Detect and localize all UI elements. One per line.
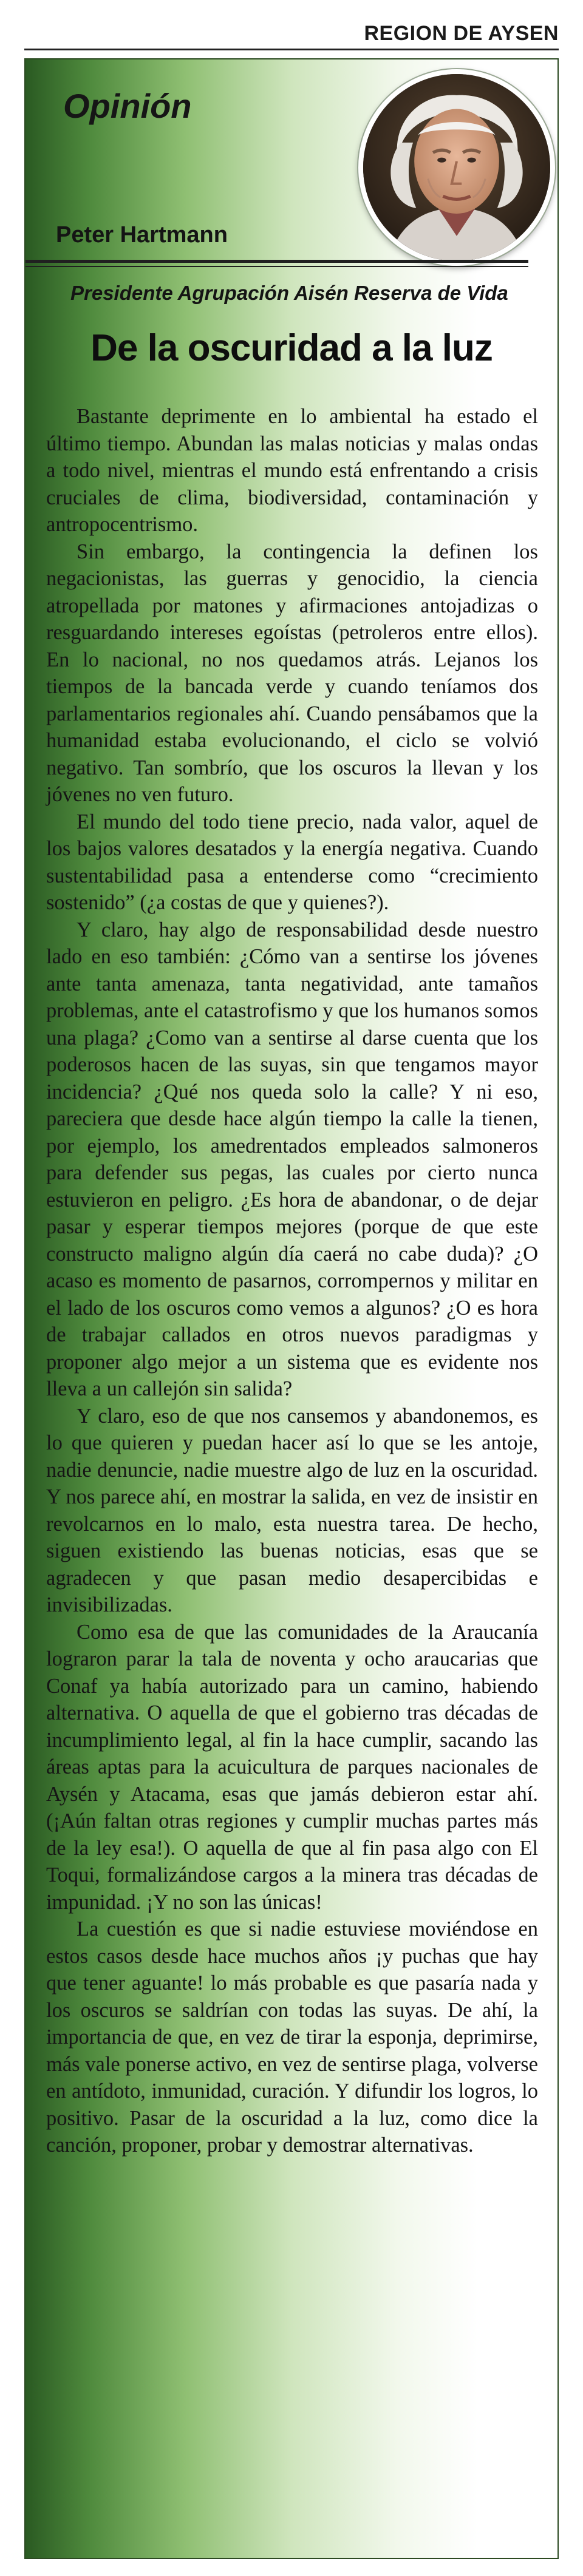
author-name: Peter Hartmann [56, 222, 228, 248]
paragraph: Sin embargo, la contingencia la definen los negacionistas, las guerras y genocidio, la ciencia atropellada por matones y afirmaciones antojadizas o resguardando intereses egoístas (petroleros entre ellos). En lo nacional, no nos quedamos atrás. Lejanos los tiempos de la bancada verde y cuando teníamos dos parlamentarios regionales ahí. Cuando pensábamos que la humanidad estaba evolucionando, el ciclo se volvió negativo. Tan sombrío, que los oscuros la llevan y los jóvenes no ven futuro. [46, 540, 538, 806]
author-photo-icon [363, 74, 550, 261]
paragraph: Y claro, hay algo de responsabilidad desde nuestro lado en eso también: ¿Cómo van a sentirse los jóvenes ante tanta amenaza, tanta negatividad, ante tamaños problemas, ante el catastrofismo y que los humanos somos una plaga? ¿Como van a sentirse al darse cuenta que los poderosos hacen de las suyas, sin que tengamos mayor incidencia? ¿Qué nos queda solo la calle? Y ni eso, pareciera que desde hace algún tiempo la calle la tienen, por ejemplo, los amedrentados empleados salmoneros para defender sus pegas, las cuales por cierto nunca estuvieron en peligro. ¿Es hora de abandonar, o de dejar pasar y esperar tiempos mejores (porque de que este constructo maligno algún día caerá no cabe duda)? ¿O acaso es momento de pasarnos, corrompernos y militar en el lado de los oscuros como vemos a algunos? ¿O es hora de trabajar callados en otros nuevos paradigmas y proponer algo mejor a un sistema que es evidente nos lleva a un callejón sin salida? [46, 918, 538, 1400]
paragraph: Y claro, eso de que nos cansemos y abandonemos, es lo que quieren y puedan hacer así lo que se les antoje, nadie denuncie, nadie muestre algo de luz en la oscuridad. Y nos parece ahí, en mostrar la salida, en vez de insistir en revolcarnos en lo malo, esta nuestra tarea. De hecho, siguen existiendo las buenas noticias, esas que se agradecen y que pasan medio desapercibidas e invisibilizadas. [46, 1404, 538, 1616]
paragraph: Bastante deprimente en lo ambiental ha estado el último tiempo. Abundan las malas noticias y malas ondas a todo nivel, mientras el mundo está enfrentando a crisis cruciales de clima, biodiversidad, contaminación y antropocentrismo. [46, 405, 538, 536]
byline-rule-thin [26, 266, 528, 267]
header-rule [24, 49, 559, 50]
author-affiliation: Presidente Agrupación Aisén Reserva de Vida [70, 282, 508, 304]
section-label: REGION DE AYSEN [364, 22, 559, 45]
article-headline: De la oscuridad a la luz [90, 327, 493, 369]
opinion-column [24, 58, 559, 2559]
author-portrait [358, 69, 555, 266]
column-kicker: Opinión [63, 87, 192, 125]
article-body [46, 403, 538, 2159]
page-header [24, 0, 559, 50]
paragraph: La cuestión es que si nadie estuviese moviéndose en estos casos desde hace muchos años ¡y puchas que hay que tener aguante! lo más probable es que pasaría nada y los oscuros se saldrían con todas las suyas. De ahí, la importancia de que, en vez de tirar la esponja, deprimirse, más vale ponerse activo, en vez de sentirse plaga, volverse en antídoto, inmunidad, curación. Y difundir los logros, lo positivo. Pasar de la oscuridad a la luz, como dice la canción, proponer, probar y demostrar alternativas. [46, 1917, 538, 2157]
paragraph: El mundo del todo tiene precio, nada valor, aquel de los bajos valores desatados y la energía negativa. Cuando sustentabilidad pasa a entenderse como “crecimiento sostenido” (¿a costas de que y quienes?). [46, 810, 538, 914]
paragraph: Como esa de que las comunidades de la Araucanía lograron parar la tala de noventa y ocho araucarias que Conaf ya había autorizado para un camino, habiendo alternativa. O aquella de que el gobierno tras décadas de incumplimiento legal, al fin la hace cumplir, sacando las áreas aptas para la acuicultura de parques nacionales de Aysén y Atacama, esas que jamás debieron estar ahí. (¡Aún faltan otras regiones y cumplir muchas partes más de la ley esa!). O aquella de que al fin pasa algo con El Toqui, formalizándose cargos a la minera tras décadas de impunidad. ¡Y no son las únicas! [46, 1620, 538, 1914]
byline-rule [26, 260, 528, 263]
